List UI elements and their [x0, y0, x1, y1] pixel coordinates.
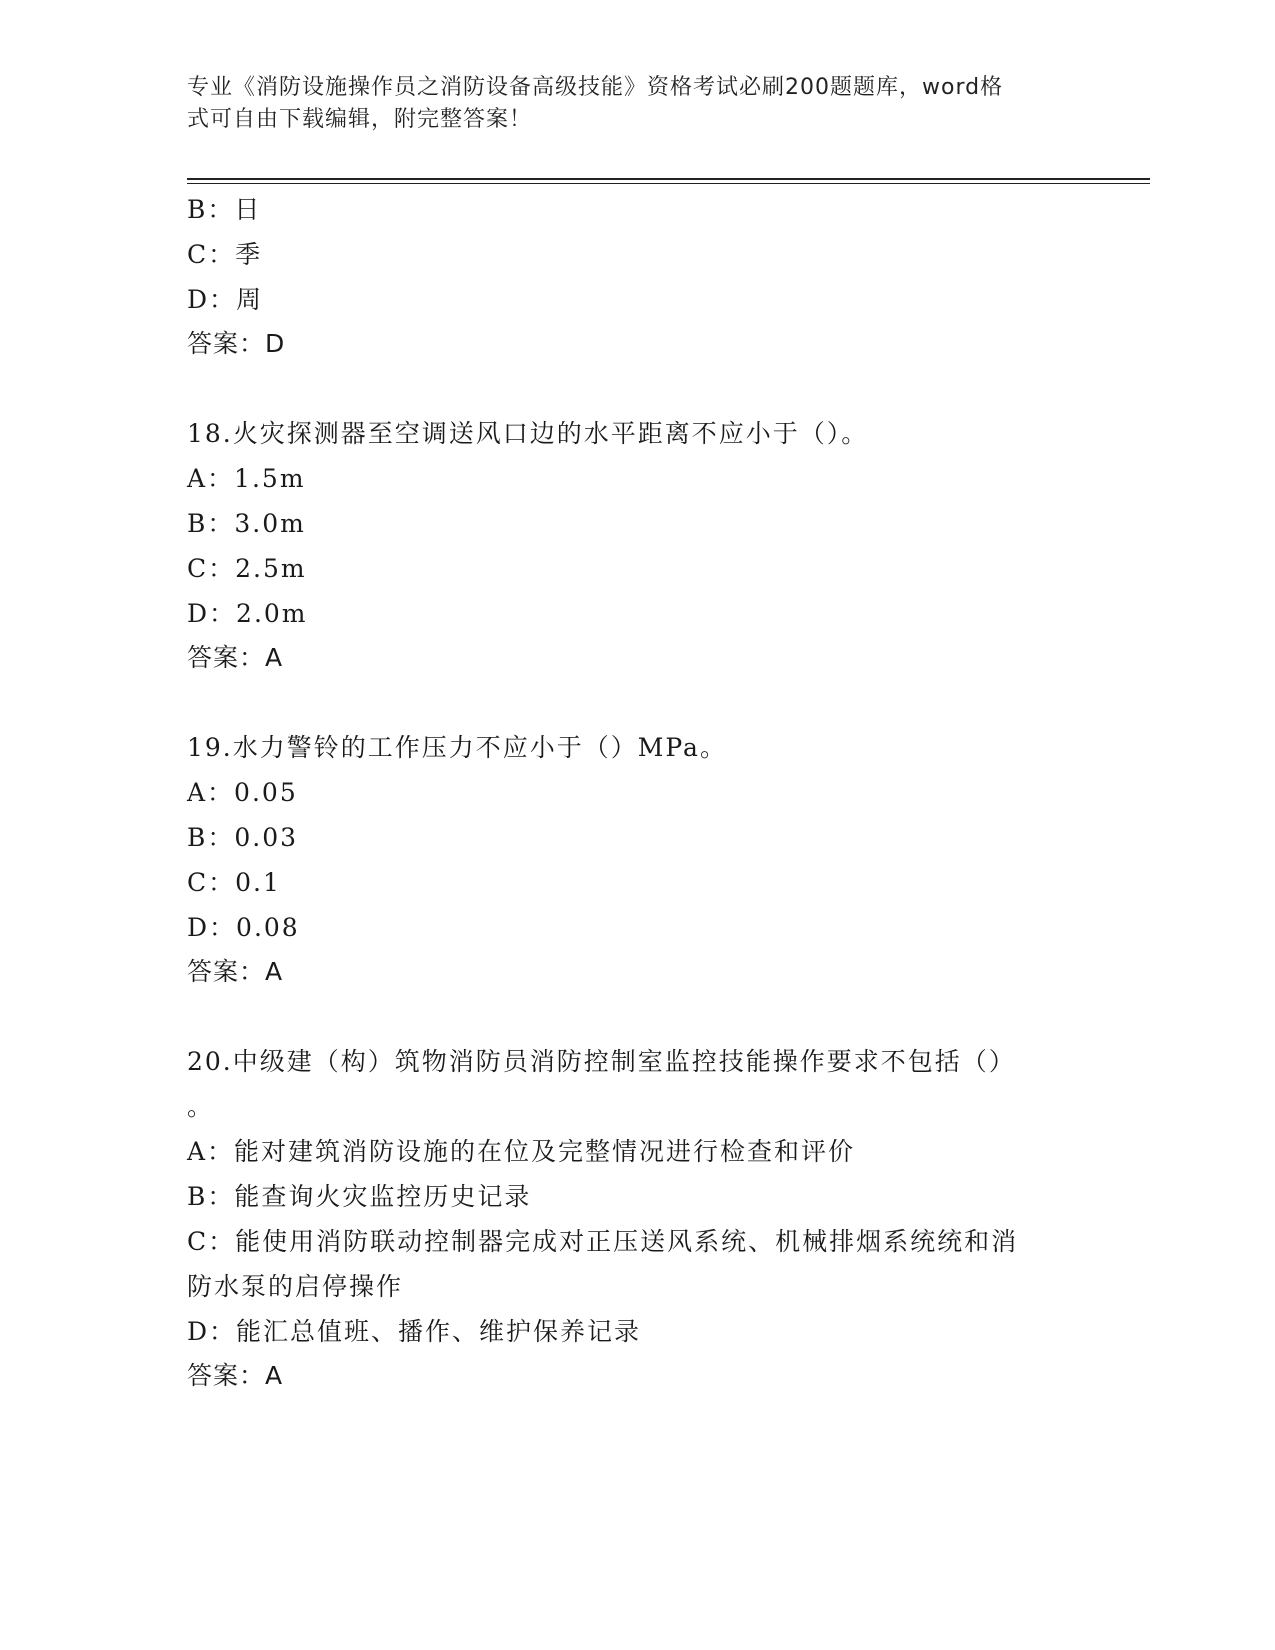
- header-line-1: 专业《消防设施操作员之消防设备高级技能》资格考试必刷200题题库，word格: [187, 75, 1004, 100]
- header-divider: [187, 178, 1150, 180]
- q18-option-d: D：2.0m: [187, 599, 308, 628]
- q17-option-b: B：日: [187, 195, 262, 224]
- q20-answer: 答案：A: [187, 1361, 284, 1390]
- q20-question-line-1: 20.中级建（构）筑物消防员消防控制室监控技能操作要求不包括（）: [187, 1047, 1016, 1076]
- q19-option-b: B：0.03: [187, 823, 299, 852]
- q19-question: 19.水力警铃的工作压力不应小于（）MPa。: [187, 733, 727, 762]
- q20-question-line-2: 。: [187, 1092, 215, 1121]
- document-header: [187, 72, 1067, 136]
- q20-option-b: B：能查询火灾监控历史记录: [187, 1182, 532, 1211]
- q20-option-d: D：能汇总值班、播作、维护保养记录: [187, 1317, 642, 1346]
- q19-option-d: D：0.08: [187, 913, 300, 942]
- q18-answer: 答案：A: [187, 643, 284, 672]
- q20-option-a: A：能对建筑消防设施的在位及完整情况进行检查和评价: [187, 1137, 856, 1166]
- q17-answer: 答案：D: [187, 329, 286, 358]
- q17-option-d: D：周: [187, 285, 264, 314]
- q17-option-c: C：季: [187, 240, 263, 269]
- q20-option-c-line-1: C：能使用消防联动控制器完成对正压送风系统、机械排烟系统统和消: [187, 1227, 1019, 1256]
- q18-question: 18.火灾探测器至空调送风口边的水平距离不应小于（）。: [187, 419, 869, 448]
- header-divider-thin: [187, 183, 1150, 184]
- q18-option-b: B：3.0m: [187, 509, 306, 538]
- q20-option-c-line-2: 防水泵的启停操作: [187, 1272, 404, 1301]
- q19-answer: 答案：A: [187, 957, 284, 986]
- q18-option-a: A：1.5m: [187, 464, 306, 493]
- q19-option-c: C：0.1: [187, 868, 281, 897]
- header-line-2: 式可自由下载编辑，附完整答案！: [187, 107, 533, 132]
- q18-option-c: C：2.5m: [187, 554, 307, 583]
- q19-option-a: A：0.05: [187, 778, 298, 807]
